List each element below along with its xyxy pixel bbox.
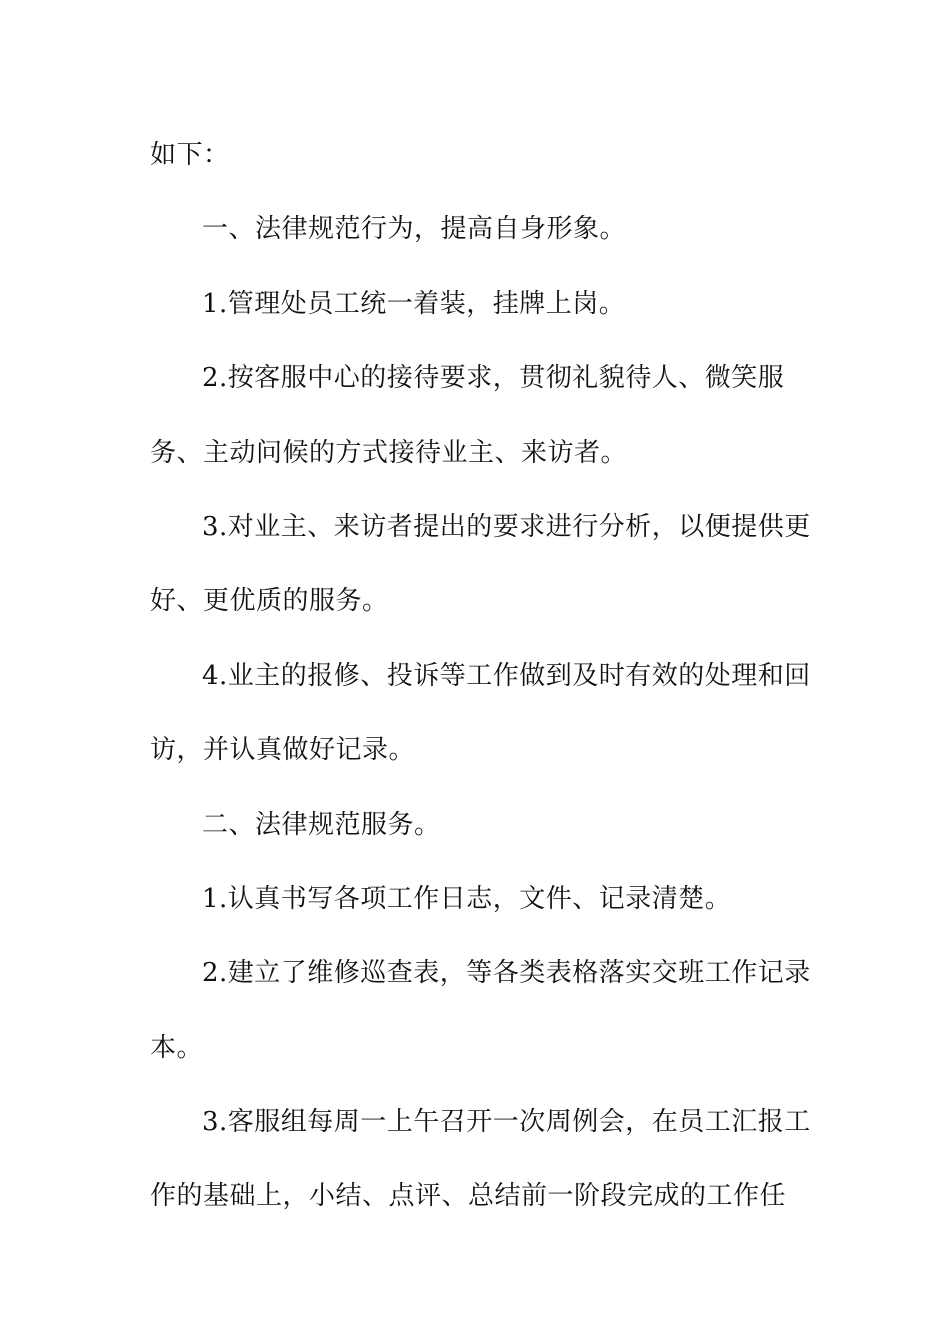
text-line: 4.业主的报修、投诉等工作做到及时有效的处理和回	[202, 660, 811, 691]
text-line: 3.对业主、来访者提出的要求进行分析，以便提供更	[202, 511, 811, 542]
text-line: 2.按客服中心的接待要求，贯彻礼貌待人、微笑服	[202, 363, 785, 394]
text-line: 1.认真书写各项工作日志，文件、记录清楚。	[202, 883, 732, 914]
document-body	[150, 118, 811, 1234]
text-line: 二、法律规范服务。	[202, 809, 441, 840]
text-line: 一、法律规范行为，提高自身形象。	[202, 214, 627, 245]
text-line: 访，并认真做好记录。	[150, 735, 416, 766]
text-line: 务、主动问候的方式接待业主、来访者。	[150, 437, 628, 468]
text-line: 1.管理处员工统一着装，挂牌上岗。	[202, 288, 626, 319]
text-line: 作的基础上，小结、点评、总结前一阶段完成的工作任	[150, 1181, 787, 1212]
text-line: 如下：	[150, 140, 230, 170]
text-line: 3.客服组每周一上午召开一次周例会，在员工汇报工	[202, 1107, 811, 1138]
text-line: 好、更优质的服务。	[150, 586, 389, 617]
text-line: 2.建立了维修巡查表，等各类表格落实交班工作记录	[202, 958, 811, 989]
text-line: 本。	[150, 1032, 204, 1063]
